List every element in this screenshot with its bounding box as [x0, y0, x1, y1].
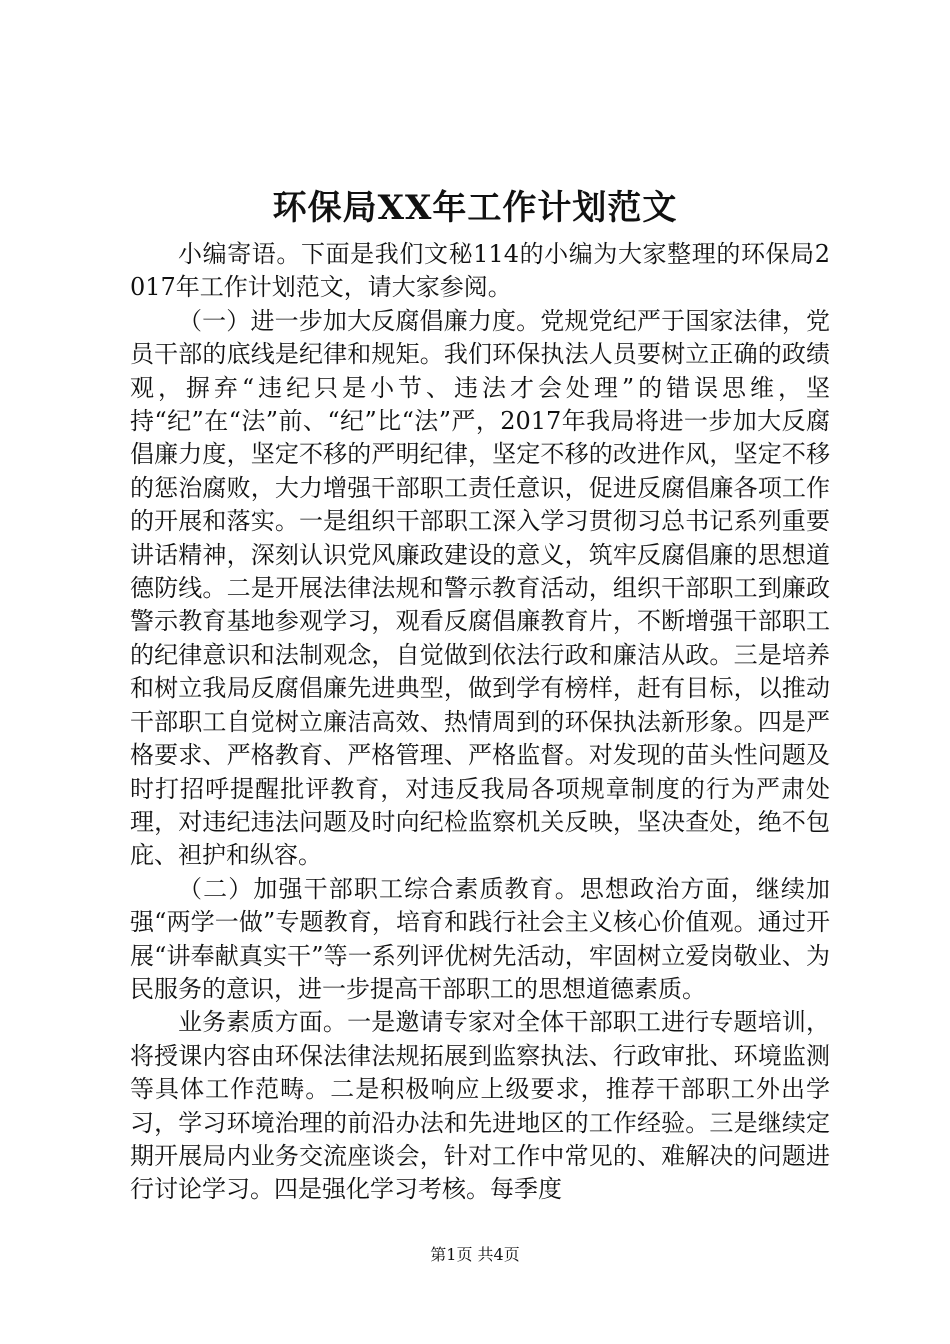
page-footer: 第1页 共4页 [430, 1245, 520, 1264]
paragraph-section-2: （二）加强干部职工综合素质教育。思想政治方面，继续加强“两学一做”专题教育，培育和践行社会主义核心价值观。通过开展“讲奉献真实干”等一系列评优树先活动，牢固树立爱岗敬业、为民服务的意识，进一步提高干部职工的思想道德素质。 [130, 874, 830, 1003]
document-title: 环保局XX年工作计划范文 [272, 188, 678, 228]
paragraph-business-quality: 业务素质方面。一是邀请专家对全体干部职工进行专题培训，将授课内容由环保法律法规拓展到监察执法、行政审批、环境监测等具体工作范畴。二是积极响应上级要求，推荐干部职工外出学习，学习环境治理的前沿办法和先进地区的工作经验。三是继续定期开展局内业务交流座谈会，针对工作中常见的、难解决的问题进行讨论学习。四是强化学习考核。每季度 [130, 1008, 830, 1204]
paragraph-section-1: （一）进一步加大反腐倡廉力度。党规党纪严于国家法律，党员干部的底线是纪律和规矩。我们环保执法人员要树立正确的政绩观，摒弃“违纪只是小节、违法才会处理”的错误思维，坚持“纪”在“法”前、“纪”比“法”严，2017年我局将进一步加大反腐倡廉力度，坚定不移的严明纪律，坚定不移的改进作风，坚定不移的惩治腐败，大力增强干部职工责任意识，促进反腐倡廉各项工作的开展和落实。一是组织干部职工深入学习贯彻习总书记系列重要讲话精神，深刻认识党风廉政建设的意义，筑牢反腐倡廉的思想道德防线。二是开展法律法规和警示教育活动，组织干部职工到廉政警示教育基地参观学习，观看反腐倡廉教育片，不断增强干部职工的纪律意识和法制观念，自觉做到依法行政和廉洁从政。三是培养和树立我局反腐倡廉先进典型，做到学有榜样，赶有目标，以推动干部职工自觉树立廉洁高效、热情周到的环保执法新形象。四是严格要求、严格教育、严格管理、严格监督。对发现的苗头性问题及时打招呼提醒批评教育，对违反我局各项规章制度的行为严肃处理，对违纪违法问题及时向纪检监察机关反映，坚决查处，绝不包庇、袒护和纵容。 [130, 306, 830, 870]
document-body [130, 238, 830, 1207]
paragraph-intro: 小编寄语。下面是我们文秘114的小编为大家整理的环保局2017年工作计划范文，请大家参阅。 [130, 240, 830, 302]
